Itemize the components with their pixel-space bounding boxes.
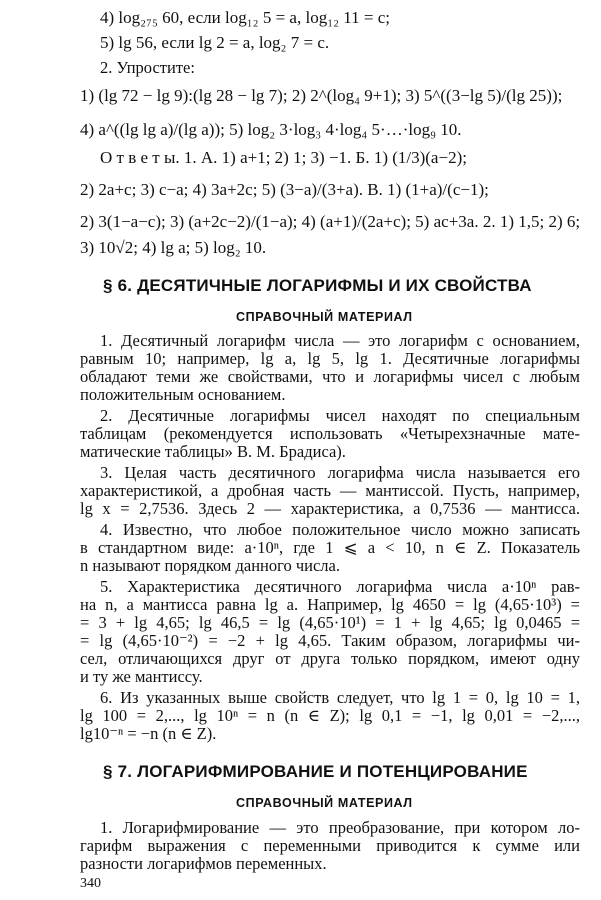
section-7-title: § 7. ЛОГАРИФМИРОВАНИЕ И ПОТЕНЦИРОВАНИЕ bbox=[103, 762, 528, 781]
body-line: в стандартном виде: a·10ⁿ, где 1 ⩽ a < 10, n ∈ Z. Показатель bbox=[80, 538, 580, 557]
body-line: 1. Десятичный логарифм числа — это логарифм с основанием, bbox=[100, 331, 580, 350]
exercise-line: 4) log₂₇₅ 60, если log₁₂ 5 = a, log₁₂ 11 = c; bbox=[100, 8, 391, 27]
body-line: 2. Десятичные логарифмы чисел находят по специальным bbox=[100, 406, 580, 425]
answers-line: 2) 2a+c; 3) c−a; 4) 3a+2c; 5) (3−a)/(3+a). В. 1) (1+a)/(c−1); bbox=[80, 180, 489, 199]
body-line: разности логарифмов переменных. bbox=[80, 854, 327, 873]
body-line: 1. Логарифмирование — это преобразование, при котором ло- bbox=[100, 818, 580, 837]
section-6-title: § 6. ДЕСЯТИЧНЫЕ ЛОГАРИФМЫ И ИХ СВОЙСТВА bbox=[103, 276, 532, 295]
section-6-subtitle: СПРАВОЧНЫЙ МАТЕРИАЛ bbox=[236, 310, 413, 324]
answers-line: О т в е т ы. 1. А. 1) a+1; 2) 1; 3) −1. Б. 1) (1/3)(a−2); bbox=[100, 148, 467, 167]
body-line: lg10⁻ⁿ = −n (n ∈ Z). bbox=[80, 724, 217, 743]
body-line: характеристикой, а дробная часть — мантиссой. Пусть, например, bbox=[80, 481, 580, 500]
exercise-heading: 2. Упростите: bbox=[100, 58, 195, 77]
body-line: 6. Из указанных выше свойств следует, что lg 1 = 0, lg 10 = 1, bbox=[100, 688, 580, 707]
body-line: сел, отличающихся друг от друга только порядком, имеют одну bbox=[80, 649, 580, 668]
body-line: n называют порядком данного числа. bbox=[80, 556, 340, 575]
body-line: матические таблицы» В. М. Брадиса). bbox=[80, 442, 346, 461]
body-line: на n, а мантисса равна lg a. Например, lg 4650 = lg (4,65·10³) = bbox=[80, 595, 580, 614]
body-line: положительным основанием. bbox=[80, 385, 286, 404]
exercise-line: 4) a^((lg lg a)/(lg a)); 5) log₂ 3·log₃ 4·log₄ 5·…·log₉ 10. bbox=[80, 120, 462, 139]
exercise-line: 1) (lg 72 − lg 9):(lg 28 − lg 7); 2) 2^(log₄ 9+1); 3) 5^((3−lg 5)/(lg 25)); bbox=[80, 86, 563, 105]
body-line: таблицам (рекомендуется использовать «Четырехзначные мате- bbox=[80, 424, 580, 443]
body-line: 5. Характеристика десятичного логарифма числа a·10ⁿ рав- bbox=[100, 577, 580, 596]
body-line: lg x = 2,7536. Здесь 2 — характеристика, а 0,7536 — мантисса. bbox=[80, 499, 580, 518]
answers-line: 2) 3(1−a−c); 3) (a+2c−2)/(1−a); 4) (a+1)/(2a+c); 5) ac+3a. 2. 1) 1,5; 2) 6; bbox=[80, 212, 581, 231]
exercise-line: 5) lg 56, если lg 2 = a, log₂ 7 = c. bbox=[100, 33, 330, 52]
body-line: = 3 + lg 4,65; lg 46,5 = lg (4,65·10¹) = 1 + lg 4,65; lg 0,0465 = bbox=[80, 613, 580, 632]
body-line: равным 10; например, lg a, lg 5, lg 1. Десятичные логарифмы bbox=[80, 349, 580, 368]
section-7-subtitle: СПРАВОЧНЫЙ МАТЕРИАЛ bbox=[236, 796, 413, 810]
body-line: = lg (4,65·10⁻²) = −2 + lg 4,65. Таким образом, логарифмы чи- bbox=[80, 631, 580, 650]
body-line: гарифм выражения с переменными приводится к сумме или bbox=[80, 836, 580, 855]
body-line: lg 100 = 2,..., lg 10ⁿ = n (n ∈ Z); lg 0,1 = −1, lg 0,01 = −2,..., bbox=[80, 706, 580, 725]
answers-line: 3) 10√2; 4) lg a; 5) log₂ 10. bbox=[80, 238, 267, 257]
body-line: 4. Известно, что любое положительное число можно записать bbox=[100, 520, 580, 539]
body-line: и ту же мантиссу. bbox=[80, 667, 203, 686]
body-line: обладают теми же свойствами, что и логарифмы чисел с любым bbox=[80, 367, 580, 386]
page-number: 340 bbox=[80, 876, 101, 891]
body-line: 3. Целая часть десятичного логарифма числа называется его bbox=[100, 463, 580, 482]
